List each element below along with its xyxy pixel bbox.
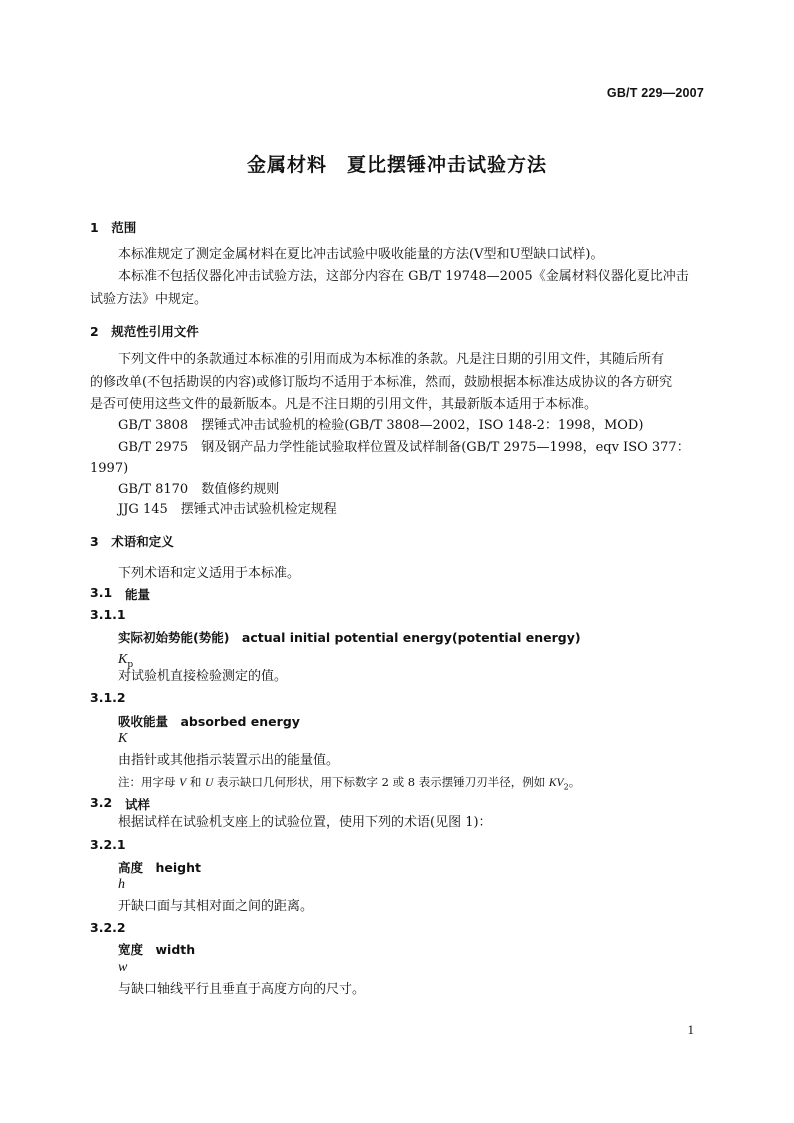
clause-3-2-title: 试样 bbox=[125, 797, 151, 812]
clause-3-2-1-symbol: h bbox=[118, 877, 125, 892]
section-2-heading: 2 规范性引用文件 bbox=[90, 324, 199, 339]
clause-3-1-1-definition: 对试验机直接检验测定的值。 bbox=[118, 669, 288, 684]
reference-gbt-3808: GB/T 3808 摆锤式冲击试验机的检验(GB/T 3808—2002，ISO 148-2：1998，MOD) bbox=[118, 418, 644, 433]
section-1-paragraph-1: 本标准规定了测定金属材料在夏比冲击试验中吸收能量的方法(V型和U型缺口试样)。 bbox=[118, 247, 604, 262]
section-1-heading: 1 范围 bbox=[90, 220, 137, 235]
reference-gbt-8170: GB/T 8170 数值修约规则 bbox=[118, 482, 280, 497]
clause-3-2-1-definition: 开缺口面与其相对面之间的距离。 bbox=[118, 899, 314, 914]
clause-3-2-number: 3.2 bbox=[90, 795, 113, 810]
standard-code-header: GB/T 229—2007 bbox=[606, 86, 704, 100]
clause-3-1-number: 3.1 bbox=[90, 585, 113, 600]
clause-3-1-1-number: 3.1.1 bbox=[90, 607, 126, 622]
section-2-intro-line-2: 的修改单(不包括勘误的内容)或修订版均不适用于本标准，然而，鼓励根据本标准达成协议的各方研究 bbox=[90, 375, 673, 390]
reference-jjg-145: JJG 145 摆锤式冲击试验机检定规程 bbox=[118, 502, 337, 517]
document-title: 金属材料 夏比摆锤冲击试验方法 bbox=[246, 154, 547, 176]
reference-gbt-2975-line-2: 1997) bbox=[90, 461, 129, 476]
clause-3-1-1-symbol: $K_p$ bbox=[118, 652, 134, 671]
clause-3-2-2-term: 宽度 width bbox=[118, 942, 196, 957]
clause-3-1-2-number: 3.1.2 bbox=[90, 690, 126, 705]
clause-3-2-1-number: 3.2.1 bbox=[90, 837, 126, 852]
section-2-intro-line-3: 是否可使用这些文件的最新版本。凡是不注日期的引用文件，其最新版本适用于本标准。 bbox=[90, 397, 598, 412]
section-1-paragraph-2-line-1: 本标准不包括仪器化冲击试验方法，这部分内容在 GB/T 19748—2005《金属材料仪器化夏比冲击 bbox=[118, 269, 689, 284]
clause-3-2-2-symbol: w bbox=[118, 960, 128, 975]
page-number: 1 bbox=[687, 1022, 694, 1037]
clause-3-1-2-note: 注：用字母 V 和 U 表示缺口几何形状，用下标数字 2 或 8 表示摆锤刀刃半径，例如 $KV_2$。 bbox=[118, 775, 581, 792]
clause-3-1-2-term: 吸收能量 absorbed energy bbox=[118, 714, 300, 729]
clause-3-1-1-term: 实际初始势能(势能) actual initial potential energy(potential energy) bbox=[118, 630, 581, 645]
clause-3-2-intro: 根据试样在试验机支座上的试验位置，使用下列的术语(见图 1)： bbox=[118, 815, 492, 830]
clause-3-1-2-symbol: K bbox=[118, 731, 128, 746]
section-2-intro-line-1: 下列文件中的条款通过本标准的引用而成为本标准的条款。凡是注日期的引用文件，其随后所有 bbox=[118, 352, 665, 367]
clause-3-1-2-definition: 由指针或其他指示装置示出的能量值。 bbox=[118, 753, 340, 768]
section-3-heading: 3 术语和定义 bbox=[90, 534, 174, 549]
clause-3-2-2-number: 3.2.2 bbox=[90, 920, 126, 935]
reference-gbt-2975-line-1: GB/T 2975 钢及钢产品力学性能试验取样位置及试样制备(GB/T 2975—1998，eqv ISO 377： bbox=[118, 440, 690, 455]
section-1-paragraph-2-line-2: 试验方法》中规定。 bbox=[90, 292, 208, 307]
clause-3-1-title: 能量 bbox=[125, 587, 151, 602]
section-3-intro: 下列术语和定义适用于本标准。 bbox=[118, 566, 301, 581]
clause-3-2-1-term: 高度 height bbox=[118, 860, 201, 875]
clause-3-2-2-definition: 与缺口轴线平行且垂直于高度方向的尺寸。 bbox=[118, 982, 366, 997]
